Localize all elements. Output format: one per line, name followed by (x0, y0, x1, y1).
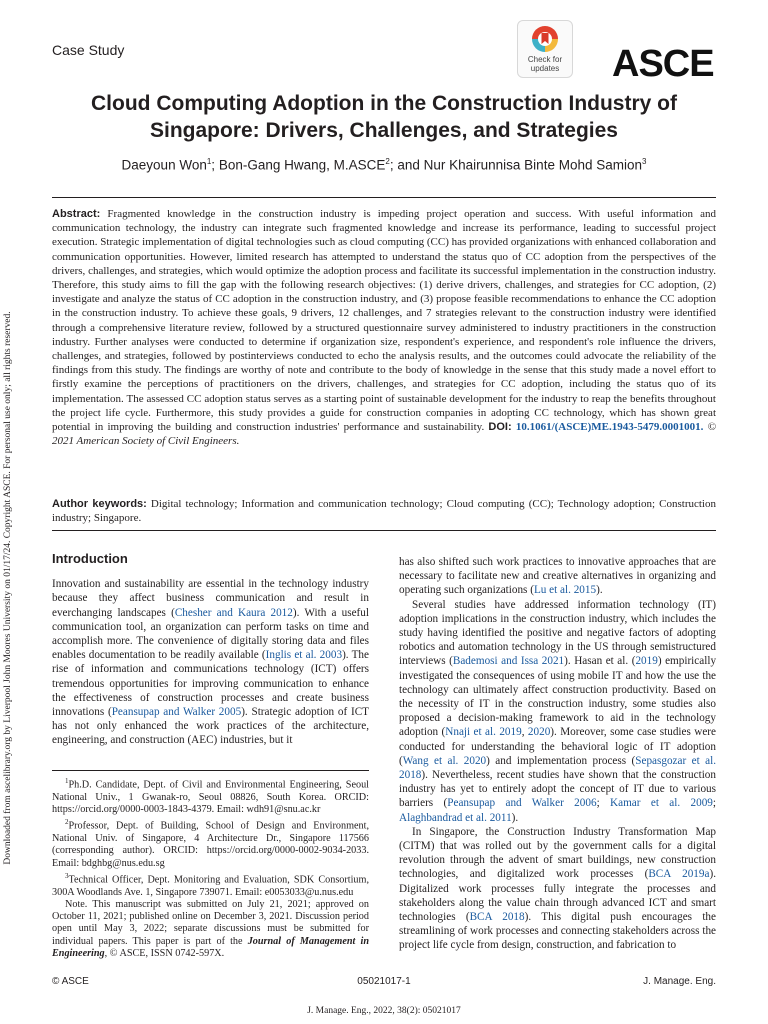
author-separator: ; (211, 157, 219, 173)
text-run: ). Moreover, some case studies were conducted for understanding the behavioral logic of IT adoption ( (399, 726, 716, 767)
citation-link[interactable]: Peansupap and Walker 2006 (447, 797, 597, 810)
abstract-label: Abstract: (52, 208, 101, 220)
author-separator: ; and (389, 157, 424, 173)
text-run: Note. This manuscript was submitted on July 21, 2021; approved on October 11, 2021; published online on December 3, 2021. Discussion period open until May 3, 2022; separate discussions must be submitted for individual papers. This paper is part of the (52, 898, 369, 947)
body-paragraph (399, 825, 716, 953)
text-run: ). With a useful communication tool, an organization can perform tasks on time and accomplish more. The convenience of digitally storing data and files enables documentation to be readily available ( (52, 606, 369, 662)
paper-title (52, 90, 716, 144)
citation-link[interactable]: 2020 (527, 726, 551, 739)
keywords-bottom-rule (52, 530, 716, 531)
text-run: ). (596, 584, 603, 597)
citation-link[interactable]: Inglis et al. 2003 (265, 649, 343, 662)
body-paragraph (399, 555, 716, 598)
check-for-updates-label: Check for updates (527, 55, 563, 73)
text-run: ). Nevertheless, recent studies have shown that the construction industry has yet to entirely adopt the concept of IT due to various barriers ( (399, 769, 716, 810)
text-run: ). Strategic adoption of ICT has not only enhanced the work practices of the architecture, engineering, and construction (AEC) industries, but it (52, 706, 370, 747)
text-run: Several studies have addressed information technology (IT) adoption implications in the construction industry, which includes the study having identified the positive and negative factors of adopting robotics and automation technology in the US through semistructured interviews ( (399, 598, 716, 668)
text-run: ) and implementation process ( (486, 754, 636, 767)
footnote-1 (52, 775, 369, 816)
footer-page-number: 05021017-1 (357, 976, 411, 987)
footer-copyright: © ASCE (52, 976, 89, 987)
footnote-marker: 1 (65, 777, 69, 785)
text-run: ; (712, 797, 717, 810)
footnotes (52, 775, 369, 960)
text-run: ). Digitalized work processes fully integrate the processes and stakeholders along the value chain through advanced ICT and smart technologies ( (399, 868, 716, 924)
text-run: ). Hasan et al. ( (564, 655, 636, 668)
citation-link[interactable]: Sepasgozar et al. 2018 (399, 754, 716, 782)
keywords-text: Digital technology; Information and communication technology; Cloud computing (CC); Technology adoption; Construction industry; Singapore. (52, 498, 716, 525)
journal-name: Journal of Management in Engineering (52, 935, 369, 960)
author-2: Bon-Gang Hwang, M.ASCE (218, 157, 386, 173)
crossmark-icon (531, 25, 559, 53)
paper-title-line-1: Cloud Computing Adoption in the Construction Industry of (91, 92, 677, 115)
asce-logo-text: ASCE (612, 43, 714, 82)
abstract-text: Fragmented knowledge in the construction industry is impeding project operation and success. With useful information and communication technology, the industry can integrate such fragmented knowledge and increase its performance, leading to successful project execution. Strategic implementation of digital technologies such as cloud computing (CC) has provided organizations with enhanced collaboration and communication opportunities. However, limited research has attempted to understand the status quo of CC adoption from the perspectives of the drivers, challenges, and strategies, which would optimize the adoption process and facilitate its successful implementation in the construction industry. Therefore, this study aims to fill the gap with the following research objectives: (1) derive drivers, challenges, and strategies for CC adoption, (2) investigate and analyze the status of CC adoption in the construction industry, and (3) propose feasible recommendations to enhance the CC adoption in the construction industry. To achieve these goals, 9 drivers, 12 challenges, and 7 strategies relevant to the construction industry were identified through a comprehensive literature review, followed by a structured questionnaire survey administered to industry practitioners in the construction industry. Further analyses were conducted to determine if organization size, respondent's experience, and respondent's role influence the drivers, challenges, and strategies, followed by postinterviews conducted to echo the analysis results, and the outcomes could advocate the reliability of the findings from this study. The findings are worthy of note and contribute to the body of knowledge in the sense that this study made a novel effort to firstly examine the perceptions of practitioners on the drivers, challenges, and strategies for CC adoption, including the status quo of its implementation. The assessed CC adoption status serves as a starting point of sustainable development for the industry to reap the benefits throughout the project life cycle. Furthermore, this study provides a guide for construction companies in adopting CC technology, which has shown great potential in improving the building and construction industries' performance and sustainability. (52, 208, 717, 434)
citation-line: J. Manage. Eng., 2022, 38(2): 05021017 (307, 1006, 461, 1016)
citation-link[interactable]: Peansupap and Walker 2005 (111, 706, 242, 719)
citation-link[interactable]: BCA 2019a (648, 868, 710, 881)
footnote-text: Professor, Dept. of Building, School of Design and Environment, National Univ. of Singapore, 4 Architecture Dr., Singapore 117566 (corresponding author). ORCID: https://orcid.org/0000-0002-9034-2033. Email: bdghbg@nus.edu.sg (52, 820, 369, 869)
author-list (52, 157, 716, 173)
text-run: ). This digital push encourages the streamlining of work processes and connecting stakeholders across the project life cycle from design, construction, and fabrication to (399, 911, 716, 952)
asce-logo (612, 38, 716, 82)
text-run: In Singapore, the Construction Industry Transformation Map (CITM) that was rolled out by the government calls for a digital revolution through the advent of smart buildings, new construction technologies, and digitalized work processes ( (399, 825, 716, 881)
text-run: ). The rise of information and communications technology (ICT) offers tremendous opportunities for improving communication to enhance the effectiveness of construction processes and create business innovations ( (52, 649, 369, 719)
keywords-label: Author keywords: (52, 498, 147, 510)
citation-link[interactable]: Kamar et al. 2009 (610, 797, 713, 810)
copyright-notice: © 2021 American Society of Civil Engineers. (52, 421, 716, 448)
abstract (52, 207, 716, 448)
citation-link[interactable]: Bademosi and Issa 2021 (452, 655, 565, 668)
citation-link[interactable]: Nnaji et al. 2019 (445, 726, 522, 739)
citation-link[interactable]: Alaghbandrad et al. 2011 (399, 811, 512, 824)
citation-link[interactable]: Lu et al. 2015 (533, 584, 597, 597)
citation-link[interactable]: 2019 (635, 655, 658, 668)
footnote-text: Ph.D. Candidate, Dept. of Civil and Environmental Engineering, Seoul National Univ., 1 Gwanak-ro, Seoul 08826, South Korea. ORCID: https://orcid.org/0000-0003-1843-4379. Email: wdh91@snu.ac.kr (52, 779, 369, 815)
paper-title-line-2: Singapore: Drivers, Challenges, and Strategies (150, 119, 618, 142)
abstract-top-rule (52, 197, 716, 198)
author-1-affiliation: 1 (206, 157, 212, 166)
text-run: ). (511, 811, 519, 824)
citation-link[interactable]: Wang et al. 2020 (402, 754, 487, 767)
section-heading-introduction: Introduction (52, 551, 128, 566)
footnote-marker: 2 (65, 818, 69, 827)
left-column (52, 552, 369, 748)
author-1: Daeyoun Won (121, 157, 207, 173)
text-run: Innovation and sustainability are essential in the technology industry because they affect business communication and result in everchanging landscapes ( (52, 578, 369, 619)
text-run: ) empirically investigated the consequences of using mobile IT and how the use the technology can ultimately affect construction productivity. Based on the necessity of IT in the construction industry, some studies also proposed a decision-making framework to aid in the technology adoption ( (399, 655, 717, 739)
text-run: ; (596, 797, 611, 810)
doi-link[interactable]: 10.1061/(ASCE)ME.1943-5479.0001001. (515, 421, 704, 434)
footnote-rule (52, 770, 369, 771)
citation-link[interactable]: Chesher and Kaura 2012 (174, 606, 293, 619)
right-column (399, 555, 716, 953)
download-notice-text: Downloaded from ascelibrary.org by Liverpool John Moores University on 01/17/24. Copyright ASCE. For personal use only; all rights reserved. (3, 311, 13, 865)
check-for-updates-badge[interactable] (517, 20, 573, 78)
body-paragraph (399, 598, 716, 825)
footnote-2 (52, 816, 369, 870)
footer-journal: J. Manage. Eng. (643, 976, 716, 987)
text-run: has also shifted such work practices to innovative approaches that are necessary to facilitate new and creative alternatives in organizing and operating such organizations ( (399, 556, 716, 597)
body-paragraph (52, 577, 369, 747)
author-keywords (52, 497, 716, 525)
text-run: , © ASCE, ISSN 0742-597X. (104, 948, 225, 960)
download-notice (1, 208, 15, 968)
citation-link[interactable]: BCA 2018 (469, 911, 525, 924)
manuscript-note (52, 899, 369, 960)
footnote-marker: 3 (65, 871, 69, 880)
author-3: Nur Khairunnisa Binte Mohd Samion (423, 157, 642, 173)
section-label: Case Study (52, 42, 125, 58)
doi-label: DOI: (488, 421, 512, 434)
author-3-affiliation: 3 (642, 157, 647, 166)
author-2-affiliation: 2 (385, 157, 390, 166)
text-run: , (521, 726, 528, 739)
footnote-3 (52, 870, 369, 899)
footnote-text: Technical Officer, Dept. Monitoring and Evaluation, SDK Consortium, 300A Woodlands Ave. 1, Singapore 739071. Email: e0053033@u.nus.edu (52, 874, 369, 898)
